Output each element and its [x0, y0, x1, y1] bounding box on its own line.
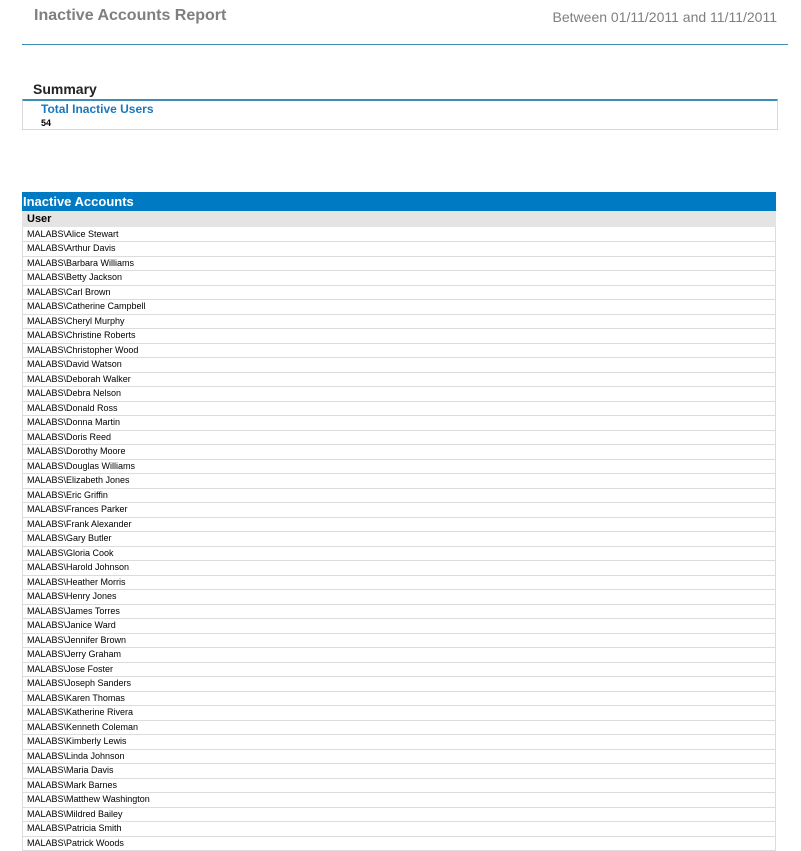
- table-row: [23, 343, 776, 358]
- table-row: [23, 720, 776, 735]
- table-row: [23, 474, 776, 489]
- table-row: [23, 387, 776, 402]
- table-row: [23, 648, 776, 663]
- table-row: [23, 227, 776, 242]
- user-cell: MALABS\Henry Jones: [23, 590, 776, 605]
- table-row: [23, 677, 776, 692]
- table-row: [23, 314, 776, 329]
- table-row: [23, 372, 776, 387]
- user-cell: MALABS\Karen Thomas: [23, 691, 776, 706]
- user-cell: MALABS\Kimberly Lewis: [23, 735, 776, 750]
- table-row: [23, 561, 776, 576]
- total-inactive-users-label: Total Inactive Users: [41, 102, 154, 116]
- user-cell: MALABS\Matthew Washington: [23, 793, 776, 808]
- summary-heading: Summary: [33, 81, 97, 97]
- user-cell: MALABS\Debra Nelson: [23, 387, 776, 402]
- user-cell: MALABS\Elizabeth Jones: [23, 474, 776, 489]
- user-column-header: User: [23, 211, 776, 227]
- table-row: [23, 619, 776, 634]
- table-row: [23, 749, 776, 764]
- report-title: Inactive Accounts Report: [34, 7, 227, 24]
- user-cell: MALABS\Mark Barnes: [23, 778, 776, 793]
- user-cell: MALABS\Christopher Wood: [23, 343, 776, 358]
- table-row: [23, 764, 776, 779]
- table-row: [23, 488, 776, 503]
- user-cell: MALABS\Harold Johnson: [23, 561, 776, 576]
- table-row: [23, 546, 776, 561]
- table-row: [23, 793, 776, 808]
- user-cell: MALABS\Arthur Davis: [23, 242, 776, 257]
- inactive-accounts-header: Inactive Accounts: [22, 192, 776, 211]
- table-row: [23, 329, 776, 344]
- total-inactive-users-value: 54: [41, 118, 52, 128]
- user-cell: MALABS\Donna Martin: [23, 416, 776, 431]
- header-divider: [22, 44, 788, 45]
- table-row: [23, 401, 776, 416]
- user-cell: MALABS\Douglas Williams: [23, 459, 776, 474]
- user-cell: MALABS\Frank Alexander: [23, 517, 776, 532]
- user-cell: MALABS\Maria Davis: [23, 764, 776, 779]
- user-cell: MALABS\Gary Butler: [23, 532, 776, 547]
- user-cell: MALABS\Janice Ward: [23, 619, 776, 634]
- table-row: [23, 735, 776, 750]
- table-row: [23, 662, 776, 677]
- user-cell: MALABS\Mildred Bailey: [23, 807, 776, 822]
- user-cell: MALABS\James Torres: [23, 604, 776, 619]
- table-row: [23, 358, 776, 373]
- user-cell: MALABS\Cheryl Murphy: [23, 314, 776, 329]
- user-cell: MALABS\Christine Roberts: [23, 329, 776, 344]
- date-range: Between 01/11/2011 and 11/11/2011: [552, 9, 777, 25]
- user-cell: MALABS\Eric Griffin: [23, 488, 776, 503]
- table-row: [23, 459, 776, 474]
- table-row: [23, 706, 776, 721]
- user-cell: MALABS\Alice Stewart: [23, 227, 776, 242]
- table-row: [23, 517, 776, 532]
- user-cell: MALABS\Catherine Campbell: [23, 300, 776, 315]
- table-row: [23, 822, 776, 837]
- user-cell: MALABS\Betty Jackson: [23, 271, 776, 286]
- user-cell: MALABS\Deborah Walker: [23, 372, 776, 387]
- table-row: [23, 691, 776, 706]
- table-row: [23, 300, 776, 315]
- accounts-table-body: [23, 227, 776, 851]
- user-cell: MALABS\Barbara Williams: [23, 256, 776, 271]
- user-cell: MALABS\Heather Morris: [23, 575, 776, 590]
- user-cell: MALABS\Jennifer Brown: [23, 633, 776, 648]
- user-cell: MALABS\Patricia Smith: [23, 822, 776, 837]
- user-cell: MALABS\Joseph Sanders: [23, 677, 776, 692]
- table-row: [23, 416, 776, 431]
- inactive-accounts-table: [22, 211, 776, 851]
- user-cell: MALABS\Jerry Graham: [23, 648, 776, 663]
- user-cell: MALABS\David Watson: [23, 358, 776, 373]
- user-cell: MALABS\Katherine Rivera: [23, 706, 776, 721]
- table-row: [23, 271, 776, 286]
- user-cell: MALABS\Donald Ross: [23, 401, 776, 416]
- user-cell: MALABS\Patrick Woods: [23, 836, 776, 851]
- user-cell: MALABS\Jose Foster: [23, 662, 776, 677]
- table-row: [23, 778, 776, 793]
- table-row: [23, 285, 776, 300]
- user-cell: MALABS\Carl Brown: [23, 285, 776, 300]
- user-cell: MALABS\Linda Johnson: [23, 749, 776, 764]
- user-cell: MALABS\Doris Reed: [23, 430, 776, 445]
- table-row: [23, 532, 776, 547]
- table-row: [23, 590, 776, 605]
- table-row: [23, 242, 776, 257]
- table-row: [23, 807, 776, 822]
- user-cell: MALABS\Frances Parker: [23, 503, 776, 518]
- table-row: [23, 633, 776, 648]
- table-row: [23, 575, 776, 590]
- table-row: [23, 256, 776, 271]
- table-row: [23, 604, 776, 619]
- user-cell: MALABS\Dorothy Moore: [23, 445, 776, 460]
- user-cell: MALABS\Gloria Cook: [23, 546, 776, 561]
- user-cell: MALABS\Kenneth Coleman: [23, 720, 776, 735]
- table-row: [23, 445, 776, 460]
- table-row: [23, 503, 776, 518]
- summary-box: [22, 99, 778, 130]
- table-row: [23, 836, 776, 851]
- table-row: [23, 430, 776, 445]
